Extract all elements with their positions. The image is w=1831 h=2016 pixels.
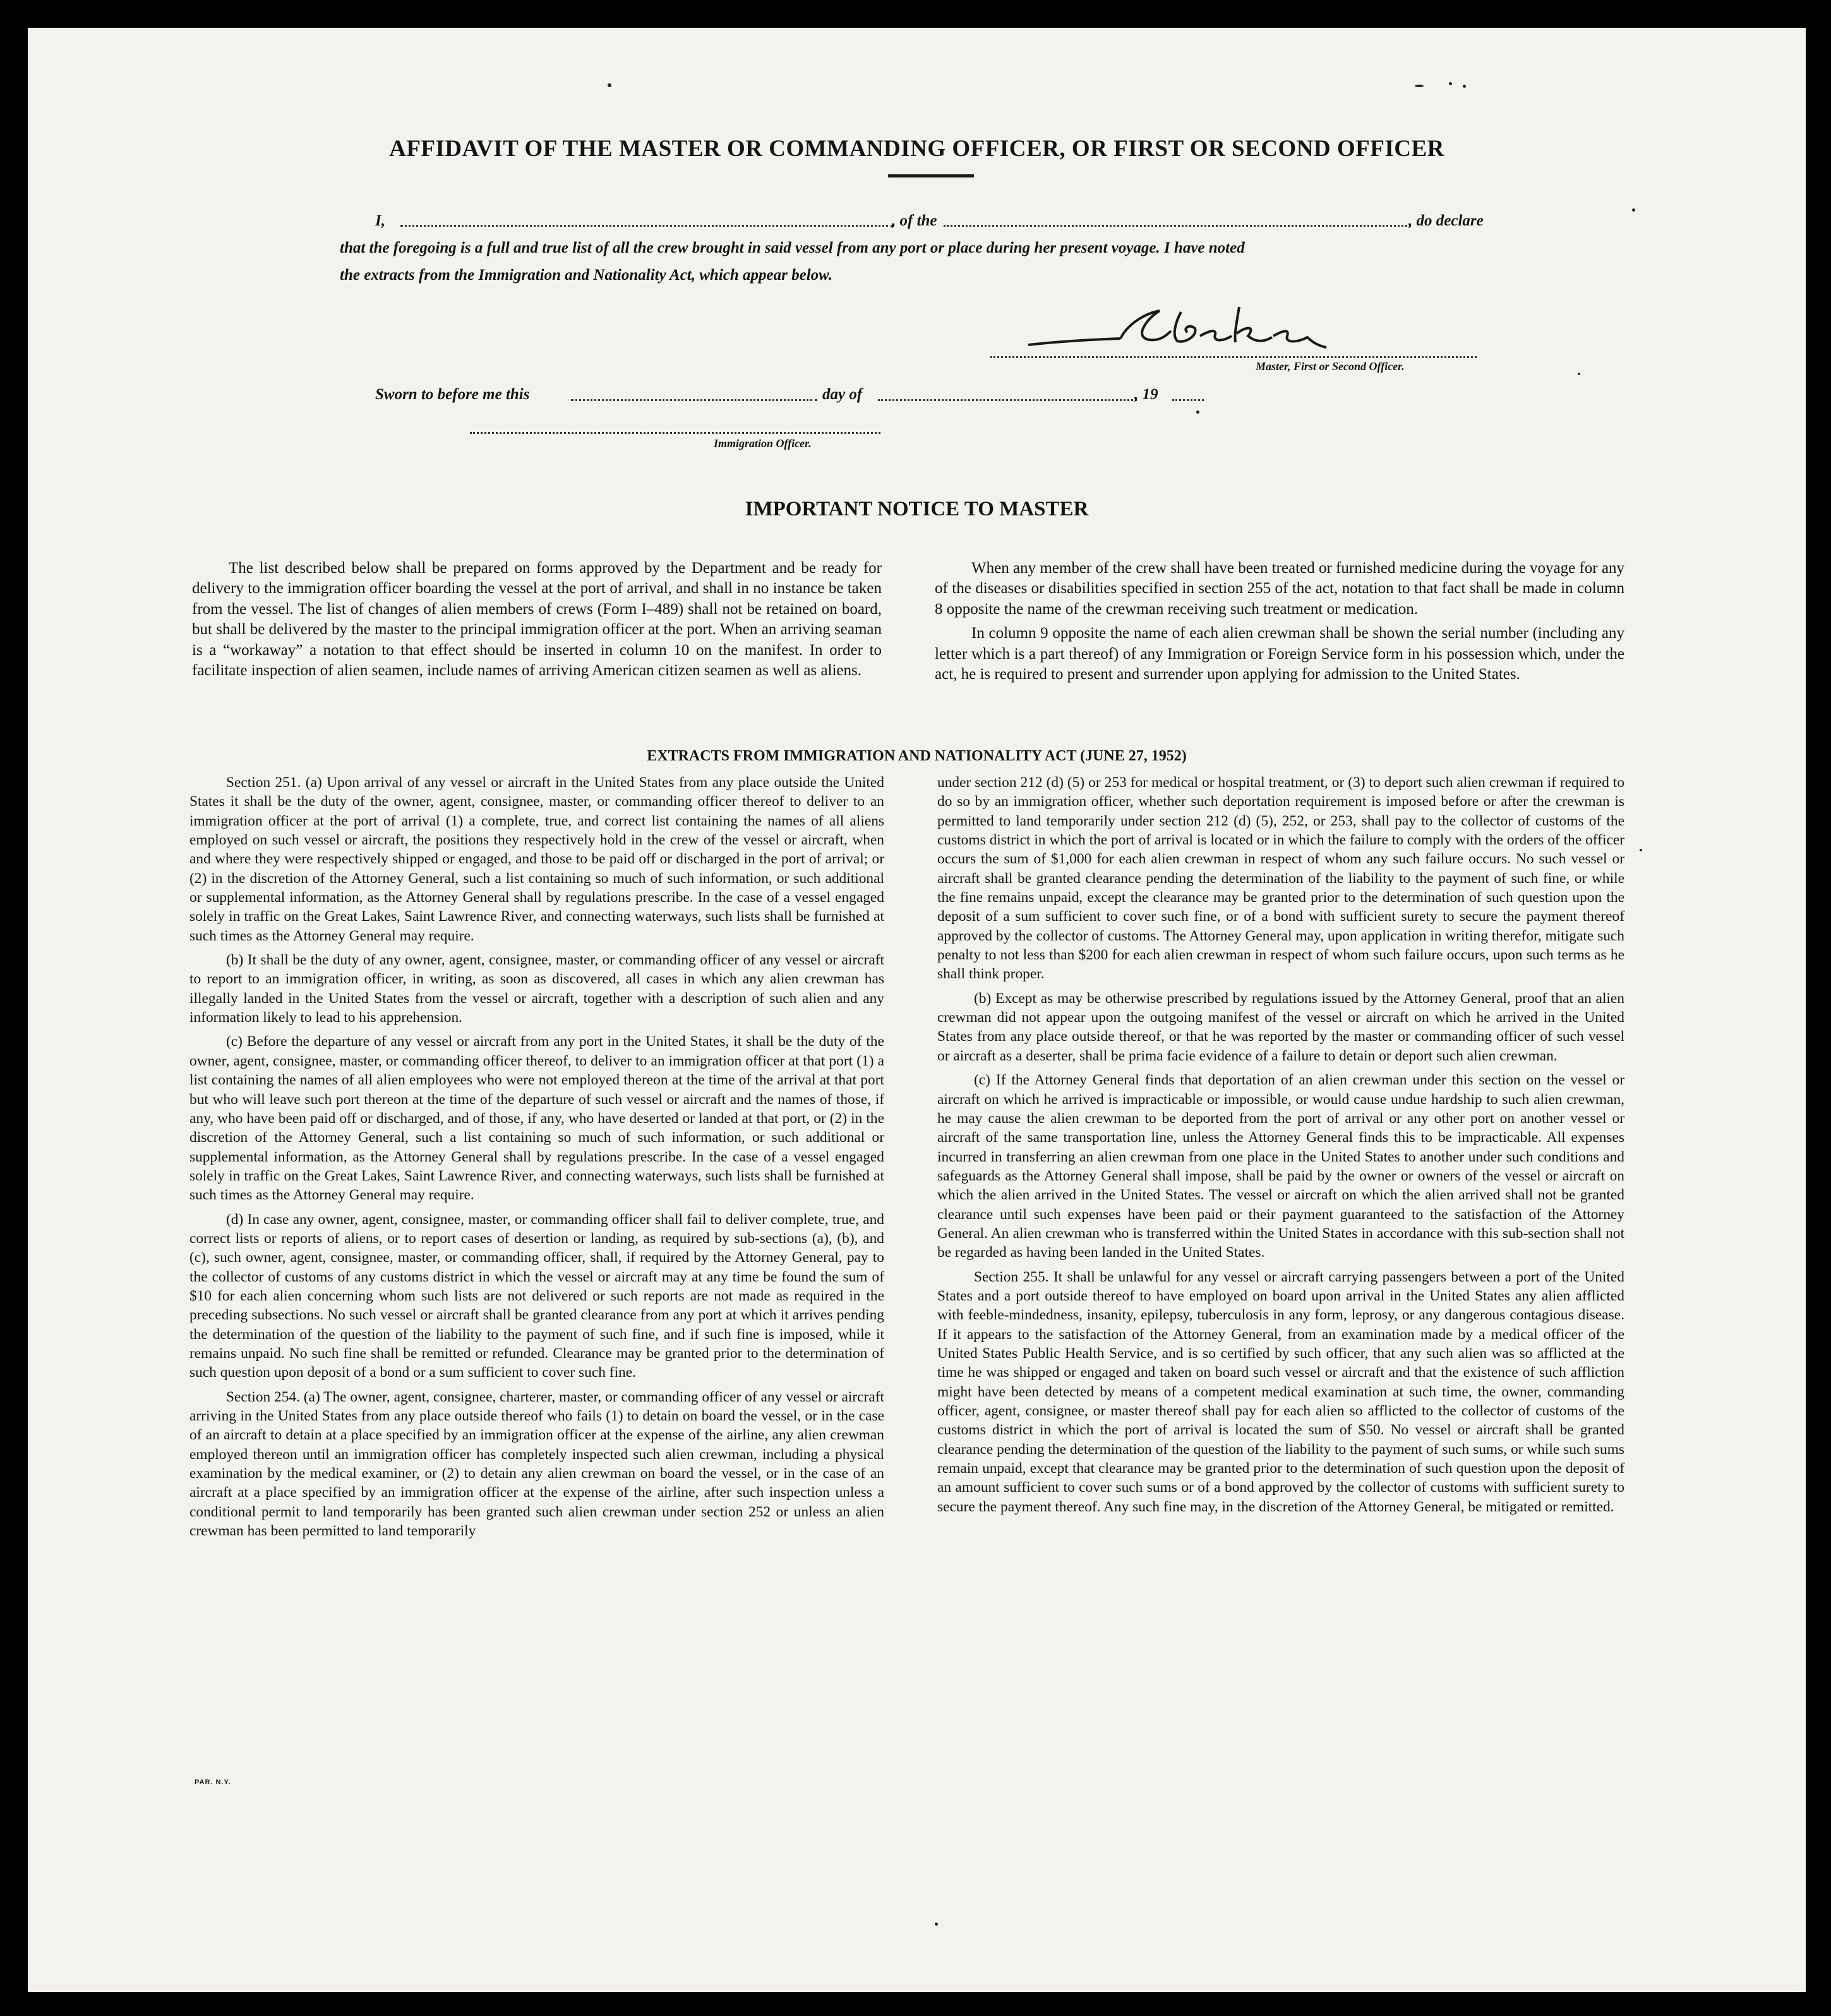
of-the-label: , of the [892,212,937,229]
scan-speck [935,1923,938,1926]
notice-right-paragraph-2: In column 9 opposite the name of each alien crewman shall be shown the serial number (including any letter which is a part thereof) of any Immigration or Foreign Service form in his possession which, under the act, he is required to present and surrender upon applying for admission to the United States. [935,625,1624,683]
officer-signature-line[interactable] [470,432,880,434]
notice-left-column [192,558,882,681]
scan-speck [1449,82,1452,85]
extracts-title: EXTRACTS FROM IMMIGRATION AND NATIONALITY ACT (JUNE 27, 1952) [647,748,1187,764]
scan-speck [1632,208,1635,212]
extracts-right-column [937,773,1624,1521]
declaration-line-3: the extracts from the Immigration and Nationality Act, which appear below. [340,267,833,284]
section-254-b: (b) Except as may be otherwise prescribed by regulations issued by the Attorney General, proof that an alien crewman did not appear upon the outgoing manifest of the vessel or aircraft on which he arrived in the United States from any place outside thereof, or that he was reported by the master or commanding officer of such vessel or aircraft as a deserter, shall be prima facie evidence of a failure to detain or deport such alien crewman. [937,990,1624,1064]
vessel-name-blank[interactable] [944,225,1411,227]
declarant-name-blank[interactable] [400,225,893,227]
notice-right-column [935,558,1624,685]
master-signature [1026,287,1329,356]
do-declare-label: , do declare [1408,212,1484,229]
section-254-a-continued: under section 212 (d) (5) or 253 for medical or hospital treatment, or (3) to deport such alien crewman if required to do so by an immigration officer, whether such deportation requirement is imposed before or after the crewman is permitted to land temporarily under section 212 (d) (5), 252, or 253, shall pay to the collector of customs of the customs district in which the port of arrival is located or in which the failure to comply with the orders of the officer occurs the sum of $1,000 for each alien crewman in respect of whom any such failure occurs. No such vessel or aircraft shall be granted clearance pending the determination of the liability to the payment of such fine, or while the fine remains unpaid, except the clearance may be granted prior to the determination of such question upon the deposit of a sum sufficient to cover such fine, or of a bond with sufficient surety to secure the payment thereof approved by the collector of customs. The Attorney General may, upon application in writing therefor, mitigate such penalty to not less than $200 for each alien crewman in respect of whom such failure occurs, upon such terms as he shall think proper. [937,774,1624,983]
signature-line[interactable] [990,356,1477,358]
declarant-prefix: I, [375,212,385,229]
section-255: Section 255. It shall be unlawful for any vessel or aircraft carrying passengers between a port of the United States and a port outside thereof to have employed on board upon arrival in the United States any alien afflicted with feeble-mindedness, insanity, epilepsy, tuberculosis in any form, leprosy, or any dangerous contagious disease. If it appears to the satisfaction of the Attorney General, from an examination made by a medical officer of the United States Public Health Service, and is so certified by such officer, that any such alien was so afflicted at the time he was shipped or engaged and taken on board such vessel or aircraft and that the existence of such affliction might have been detected by means of a competent medical examination at such time, the owner, commanding officer, agent, consignee, or master thereof shall pay for each alien so afflicted to the collector of customs of the customs district in which the port of arrival is located the sum of $50. No vessel or aircraft shall be granted clearance pending the determination of the question of the liability to the payment of such sums, or while such sums remain unpaid, except that clearance may be granted prior to the determination of such question upon the deposit of an amount sufficient to cover such sums or of a bond approved by the collector of customs with sufficient surety to secure the payment thereof. Any such fine may, in the discretion of the Attorney General, be mitigated or remitted. [937,1268,1624,1515]
officer-caption: Immigration Officer. [714,437,812,450]
sworn-day-blank[interactable] [571,399,817,401]
sworn-month-blank[interactable] [878,399,1137,401]
scan-speck [1196,411,1199,414]
notice-right-paragraph-1: When any member of the crew shall have been treated or furnished medicine during the voyage for any of the diseases or disabilities specified in section 255 of the act, notation to that fact shall be made in column 8 opposite the name of the crewman receiving such treatment or medication. [935,560,1624,618]
extracts-left-column [189,773,884,1545]
declaration-line-2: that the foregoing is a full and true list of all the crew brought in said vessel from any port or place during her present voyage. I have noted [340,239,1245,256]
notice-left-paragraph: The list described below shall be prepared on forms approved by the Department and be ready for delivery to the immigration officer boarding the vessel at the port of arrival, and shall in no instance be taken from the vessel. The list of changes of alien members of crews (Form I–489) shall not be retained on board, but shall be delivered by the master to the principal immigration officer at the port. When an arriving seaman is a “workaway” a notation to that effect should be inserted in column 10 on the manifest. In order to facilitate inspection of alien seamen, include names of arriving American citizen seamen as well as aliens. [192,560,882,680]
year-label: , 19 [1134,386,1158,403]
sworn-label: Sworn to before me this [375,386,530,403]
day-of-label: day of [822,386,863,403]
section-254-c: (c) If the Attorney General finds that deportation of an alien crewman under this section on the vessel or aircraft on which he arrived is impracticable or impossible, or would cause undue hardship to such alien crewman, he may cause the alien crewman to be deported from the port of arrival or any other port on another vessel or aircraft of the same transportation line, unless the Attorney General finds this to be impracticable. All expenses incurred in transferring an alien crewman from one place in the United States to another under such conditions and safeguards as the Attorney General shall impose, shall be paid by the owner or owners of the vessel or aircraft on which the alien arrived in the United States. The vessel or aircraft on which the alien arrived shall not be granted clearance until such expenses have been paid or their payment guaranteed to the satisfaction of the Attorney General. An alien crewman who is transferred within the United States in accordance with this sub-section shall not be regarded as having been landed in the United States. [937,1072,1624,1261]
signature-caption: Master, First or Second Officer. [1256,360,1405,373]
notice-title: IMPORTANT NOTICE TO MASTER [745,498,1089,520]
section-251-a: Section 251. (a) Upon arrival of any vessel or aircraft in the United States from any place outside the United States it shall be the duty of the owner, agent, consignee, master, or commanding officer thereof to deliver to an immigration officer at the port of arrival (1) a complete, true, and correct list containing the names of all aliens employed on such vessel or aircraft, the positions they respectively hold in the crew of the vessel or aircraft, when and where they were respectively shipped or engaged, and those to be paid off or discharged in the port of arrival; or (2) in the discretion of the Attorney General, such a list containing so much of such information, or such additional or supplemental information, as the Attorney General shall by regulations prescribe. In the case of a vessel engaged solely in traffic on the Great Lakes, Saint Lawrence River, and connecting waterways, such lists shall be furnished at such times as the Attorney General may require. [189,774,884,944]
section-251-d: (d) In case any owner, agent, consignee, master, or commanding officer shall fail to deliver complete, true, and correct lists or reports of aliens, or to report cases of desertion or landing, as required by sub-sections (a), (b), and (c), such owner, agent, consignee, master, or commanding officer, shall, if required by the Attorney General, pay to the collector of customs of any customs district in which the vessel or aircraft may at any time be found the sum of $10 for each alien concerning whom such lists are not delivered or such reports are not made as required in the preceding subsections. No such vessel or aircraft shall be granted clearance from any port at which it arrives pending the determination of the question of the liability to the payment of such fine, and if such fine is imposed, while it remains unpaid. No such fine shall be remitted or refunded. Clearance may be granted prior to the determination of such question upon deposit of a bond or a sum sufficient to cover such fine. [189,1211,884,1381]
scan-speck [1578,373,1580,375]
affidavit-title: AFFIDAVIT OF THE MASTER OR COMMANDING OFFICER, OR FIRST OR SECOND OFFICER [389,136,1444,162]
title-rule [888,174,974,177]
section-251-b: (b) It shall be the duty of any owner, agent, consignee, master, or commanding officer of any vessel or aircraft to report to an immigration officer, in writing, as soon as discovered, all cases in which any alien crewman has illegally landed in the United States from the vessel or aircraft, together with a description of such alien and any information likely to lead to his apprehension. [189,952,884,1026]
scan-speck [1463,85,1466,88]
printer-code: PAR. N.Y. [195,1779,231,1786]
scan-speck [1415,85,1424,87]
section-251-c: (c) Before the departure of any vessel or aircraft from any port in the United States, it shall be the duty of the owner, agent, consignee, master, or commanding officer thereof, to deliver to an immigration officer at that port (1) a list containing the names of all alien employees who were not employed thereon at the time of the arrival at that port but who will leave such port thereon at the time of the departure of such vessel or aircraft and the names of those, if any, who have been paid off or discharged, and of those, if any, who have deserted or landed at that port, or (2) in the discretion of the Attorney General, such a list containing so much of such information, or such additional or supplemental information, as the Attorney General shall by regulations prescribe. In the case of a vessel engaged solely in traffic on the Great Lakes, Saint Lawrence River, and connecting waterways, such lists shall be furnished at such times as the Attorney General may require. [189,1033,884,1204]
sworn-year-blank[interactable] [1172,399,1204,401]
section-254-a: Section 254. (a) The owner, agent, consignee, charterer, master, or commanding officer of any vessel or aircraft arriving in the United States from any place outside thereof who fails (1) to detain on board the vessel, or in the case of an aircraft to detain at a place specified by an immigration officer at the expense of the airline, any alien crewman employed thereon until an immigration officer has completely inspected such alien crewman, including a physical examination by the medical examiner, or (2) to detain any alien crewman on board the vessel, or in the case of an aircraft at a place specified by an immigration officer at the expense of the airline, after such inspection unless a conditional permit to land temporarily has been granted such alien crewman under section 252 or unless an alien crewman has been permitted to land temporarily [189,1388,884,1540]
scan-speck [608,83,611,87]
scan-speck [1640,849,1642,851]
document-page [28,28,1806,1992]
